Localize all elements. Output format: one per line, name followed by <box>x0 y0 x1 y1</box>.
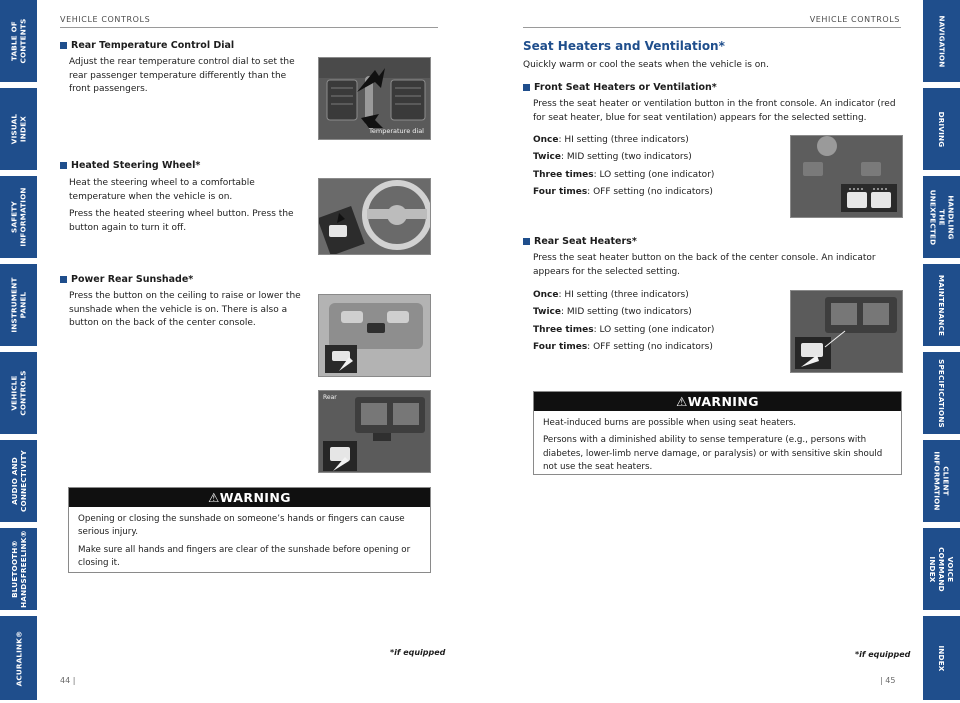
ceiling-console-illustration <box>319 295 431 377</box>
sunshade-warning-box <box>68 487 431 573</box>
heated-wheel-text: Heat the steering wheel to a comfortable temperature when the vehicle is on. Press the heated steering wheel button. Press the button again to turn it off. <box>69 178 294 233</box>
tab-vehicle-controls[interactable]: VEHICLE CONTROLS <box>0 352 37 437</box>
section-bullet-icon <box>523 84 530 91</box>
left-section-tabs <box>0 0 37 703</box>
left-footnote: *if equipped <box>390 648 446 657</box>
setting-row: Twice: MID setting (two indicators) <box>533 152 692 163</box>
right-page-header: VEHICLE CONTROLS <box>809 15 900 24</box>
rear-temp-heading: Rear Temperature Control Dial <box>60 40 234 51</box>
sunshade-text: Press the button on the ceiling to raise or lower the sunshade when the vehicle is on. There is also a button on the back of the center console. <box>69 291 301 328</box>
setting-row: Three times: LO setting (one indicator) <box>533 169 715 180</box>
right-header-rule <box>523 27 901 28</box>
right-footnote: *if equipped <box>855 650 911 659</box>
tab-handling-unexpected[interactable]: HANDLING THE UNEXPECTED <box>923 176 960 261</box>
tab-table-of-contents[interactable]: TABLE OF CONTENTS <box>0 0 37 85</box>
warning-text: Opening or closing the sunshade on someone’s hands or fingers can cause serious injury. Make sure all hands and fingers are clear of the sunshade before opening or closing it. <box>78 514 411 568</box>
front-heaters-text: Press the seat heater or ventilation button in the front console. An indicator (red for seat heater, blue for seat ventilation) appears for the selected setting. <box>533 99 896 123</box>
tab-instrument-panel[interactable]: INSTRUMENT PANEL <box>0 264 37 349</box>
page-title: Seat Heaters and Ventilation* <box>523 39 725 53</box>
section-bullet-icon <box>60 162 67 169</box>
console-button-figure <box>318 390 431 473</box>
setting-row: Twice: MID setting (two indicators) <box>533 307 692 318</box>
front-console-illustration <box>791 136 903 218</box>
tab-specifications[interactable]: SPECIFICATIONS <box>923 352 960 437</box>
ceiling-button-figure <box>318 294 431 377</box>
left-page-number: 44 | <box>60 676 76 685</box>
section-bullet-icon <box>60 276 67 283</box>
left-header-rule <box>60 27 438 28</box>
setting-row: Four times: OFF setting (no indicators) <box>533 186 713 197</box>
right-page-number: | 45 <box>880 676 896 685</box>
tab-navigation[interactable]: NAVIGATION <box>923 0 960 85</box>
tab-visual-index[interactable]: VISUAL INDEX <box>0 88 37 173</box>
rear-settings-list <box>533 287 773 356</box>
tab-audio-connectivity[interactable]: AUDIO AND CONNECTIVITY <box>0 440 37 525</box>
warning-title-bar: ⚠WARNING <box>534 392 901 411</box>
rear-figure-tag: Rear <box>323 394 337 401</box>
front-heaters-heading: Front Seat Heaters or Ventilation* <box>523 82 717 93</box>
tab-driving[interactable]: DRIVING <box>923 88 960 173</box>
warning-triangle-icon: ⚠ <box>208 490 220 505</box>
seat-heater-warning-box <box>533 391 902 475</box>
tab-client-information[interactable]: CLIENT INFORMATION <box>923 440 960 525</box>
left-page-header: VEHICLE CONTROLS <box>60 15 151 24</box>
heated-wheel-figure <box>318 178 431 255</box>
steering-wheel-illustration <box>319 179 431 255</box>
setting-row: Once: HI setting (three indicators) <box>533 135 689 145</box>
tab-index[interactable]: INDEX <box>923 616 960 703</box>
setting-row: Once: HI setting (three indicators) <box>533 290 689 300</box>
temperature-dial-figure <box>318 57 431 140</box>
rear-heaters-text: Press the seat heater button on the back of the center console. An indicator appears for the selected setting. <box>533 253 876 277</box>
front-settings-list <box>533 132 773 201</box>
section-bullet-icon <box>60 42 67 49</box>
warning-triangle-icon: ⚠ <box>676 394 688 409</box>
tab-maintenance[interactable]: MAINTENANCE <box>923 264 960 349</box>
heated-wheel-heading: Heated Steering Wheel* <box>60 160 200 171</box>
warning-text: Heat-induced burns are possible when using seat heaters. Persons with a diminished ability to sense temperature (e.g., persons with diabetes, lower-limb nerve damage, or paralysis) or with sensitive skin should not use the seat heaters. <box>543 418 883 472</box>
setting-row: Three times: LO setting (one indicator) <box>533 324 715 335</box>
rear-heaters-heading: Rear Seat Heaters* <box>523 236 637 247</box>
rear-console-heater-illustration <box>791 291 903 373</box>
rear-seat-button-figure <box>790 290 903 373</box>
section-bullet-icon <box>523 238 530 245</box>
tab-safety-information[interactable]: SAFETY INFORMATION <box>0 176 37 261</box>
tab-voice-command-index[interactable]: VOICE COMMAND INDEX <box>923 528 960 613</box>
warning-title-bar: ⚠WARNING <box>69 488 430 507</box>
rear-console-illustration <box>319 391 431 473</box>
right-section-tabs <box>923 0 960 703</box>
rear-temp-text: Adjust the rear temperature control dial to set the rear passenger temperature differently than the front passengers. <box>69 57 295 94</box>
temperature-dial-caption: Temperature dial <box>369 127 424 135</box>
intro-text: Quickly warm or cool the seats when the vehicle is on. <box>523 60 769 70</box>
setting-row: Four times: OFF setting (no indicators) <box>533 341 713 352</box>
sunshade-heading: Power Rear Sunshade* <box>60 274 193 285</box>
tab-bluetooth-handsfreelink[interactable]: BLUETOOTH® HANDSFREELINK® <box>0 528 37 613</box>
tab-acuralink[interactable]: ACURALINK® <box>0 616 37 703</box>
front-seat-buttons-figure <box>790 135 903 218</box>
